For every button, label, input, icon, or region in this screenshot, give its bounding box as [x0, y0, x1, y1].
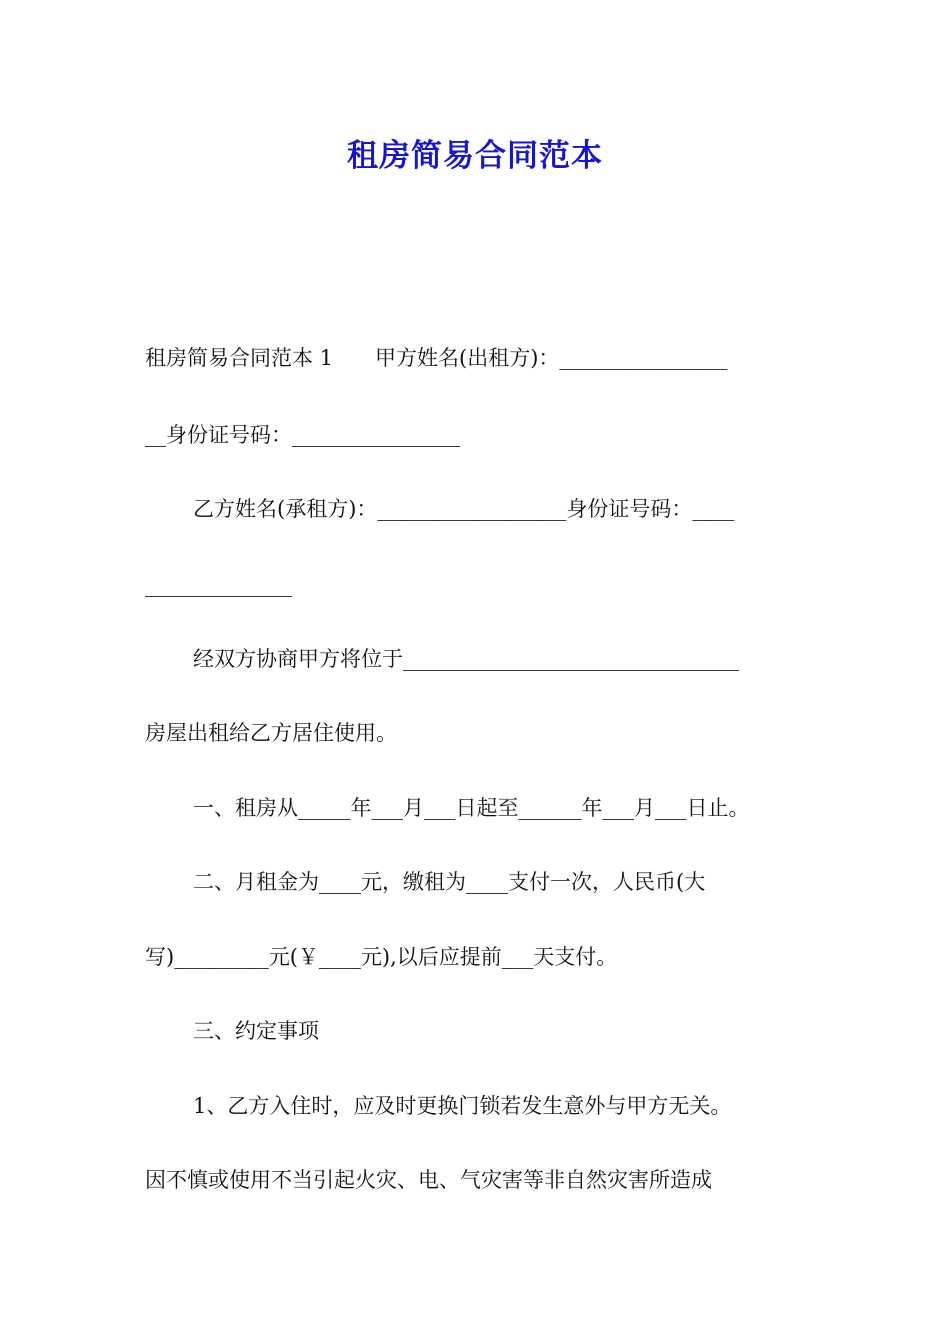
contract-line-location: 经双方协商甲方将位于________________________________ — [193, 647, 739, 671]
contract-line-rent-amount: 写)_________元(￥____元),以后应提前___天支付。 — [145, 945, 618, 969]
contract-line-party-b-id: ______________ — [145, 573, 292, 597]
contract-line-party-a: 租房简易合同范本 1 甲方姓名(出租方)：________________ — [145, 346, 728, 370]
contract-clause-1-continued: 因不慎或使用不当引起火灾、电、气灾害等非自然灾害所造成 — [145, 1168, 712, 1192]
contract-line-rent: 二、月租金为____元，缴租为____支付一次，人民币(大 — [193, 870, 706, 894]
contract-line-party-a-id: __身份证号码：________________ — [145, 423, 460, 447]
contract-clause-1: 1、乙方入住时，应及时更换门锁若发生意外与甲方无关。 — [193, 1094, 732, 1118]
contract-line-party-b: 乙方姓名(承租方)：__________________身份证号码：____ — [193, 497, 735, 521]
contract-line-usage: 房屋出租给乙方居住使用。 — [145, 721, 397, 745]
document-title: 租房简易合同范本 — [347, 138, 603, 174]
contract-line-term: 一、租房从_____年___月___日起至______年___月___日止。 — [193, 796, 750, 820]
contract-section-heading: 三、约定事项 — [193, 1019, 319, 1043]
